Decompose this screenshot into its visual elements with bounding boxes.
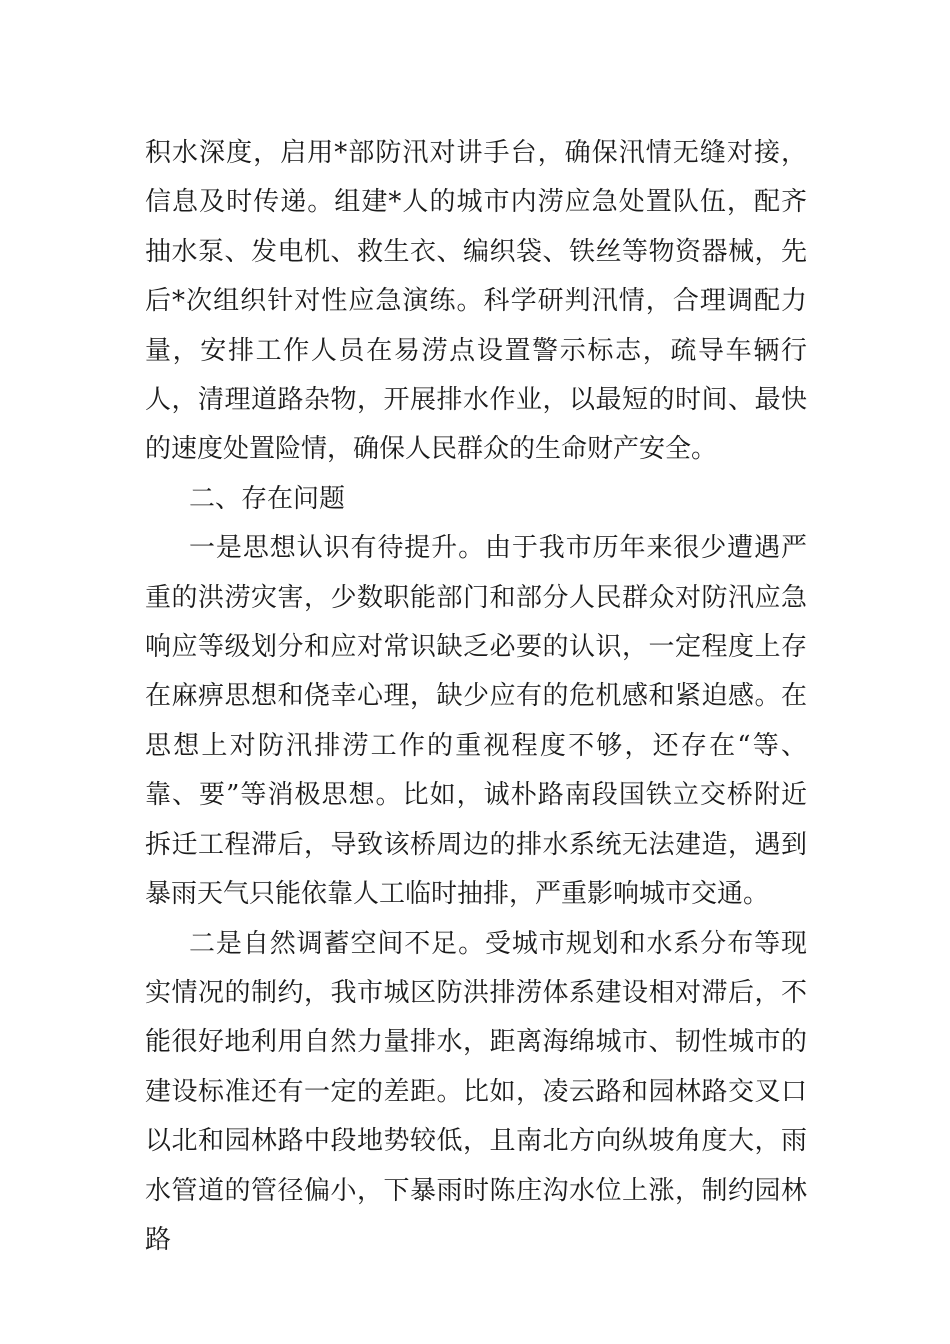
paragraph-issue-awareness: 一是思想认识有待提升。由于我市历年来很少遭遇严重的洪涝灾害，少数职能部门和部分人民群众对防汛应急响应等级划分和应对常识缺乏必要的认识，一定程度上存在麻痹思想和侥幸心理，缺少应有的危机感和紧迫感。在思想上对防汛排涝工作的重视程度不够，还存在“等、靠、要”等消极思想。比如，诚朴路南段国铁立交桥附近拆迁工程滞后，导致该桥周边的排水系统无法建造，遇到暴雨天气只能依靠人工临时抽排，严重影响城市交通。 — [145, 533, 807, 910]
section-heading-existing-problems: 二、存在问题 — [189, 483, 346, 514]
paragraph-emergency-response: 积水深度，启用*部防汛对讲手台，确保汛情无缝对接，信息及时传递。组建*人的城市内涝应急处置队伍，配齐抽水泵、发电机、救生衣、编织袋、铁丝等物资器械，先后*次组织针对性应急演练。科学研判汛情，合理调配力量，安排工作人员在易涝点设置警示标志，疏导车辆行人，清理道路杂物，开展排水作业，以最短的时间、最快的速度处置险情，确保人民群众的生命财产安全。 — [145, 138, 807, 465]
paragraph-issue-storage-space: 二是自然调蓄空间不足。受城市规划和水系分布等现实情况的制约，我市城区防洪排涝体系建设相对滞后，不能很好地利用自然力量排水，距离海绵城市、韧性城市的建设标准还有一定的差距。比如，凌云路和园林路交叉口以北和园林路中段地势较低，且南北方向纵坡角度大，雨水管道的管径偏小，下暴雨时陈庄沟水位上涨，制约园林路 — [145, 928, 807, 1255]
document-body — [145, 129, 807, 1265]
